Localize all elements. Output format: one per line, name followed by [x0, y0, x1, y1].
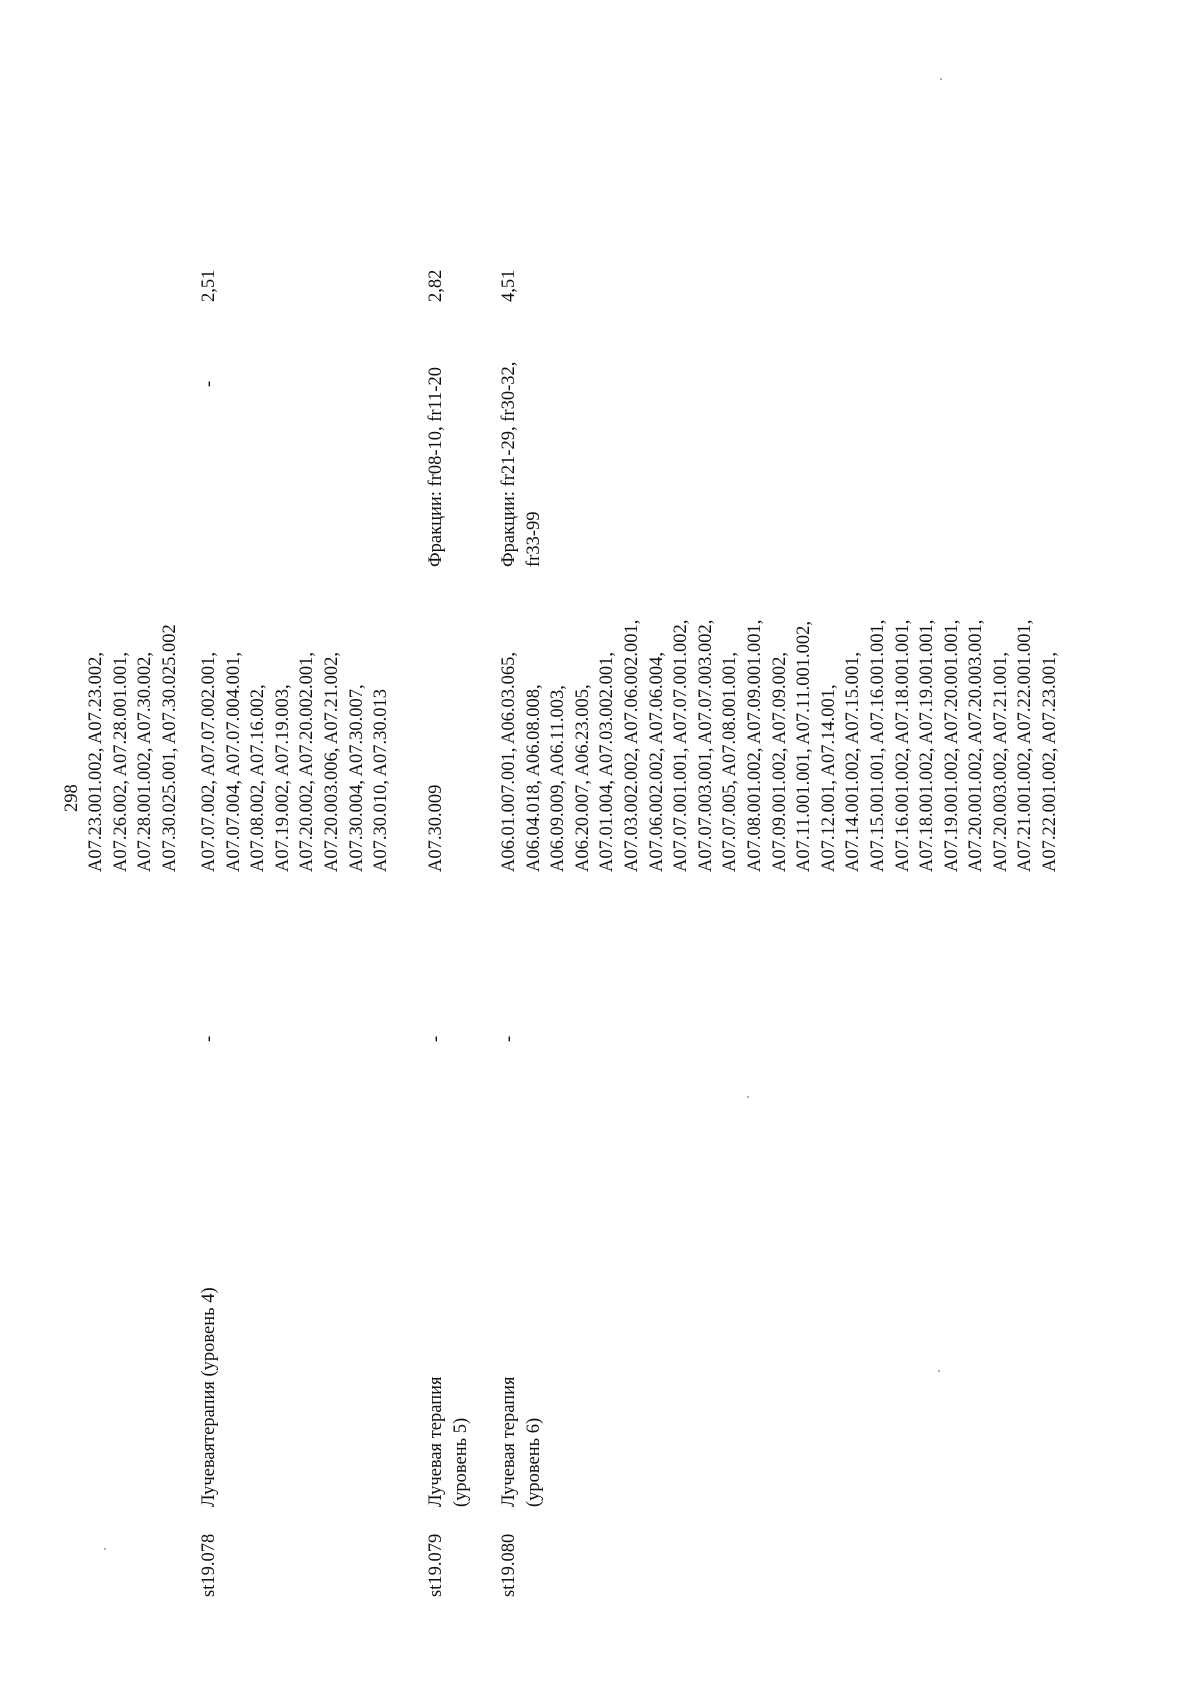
procedure-line: A07.16.001.002, A07.18.001.001, [892, 619, 913, 872]
procedure-line: A07.03.002.002, A07.06.002.001, [621, 619, 642, 872]
procedure-line: A07.30.010, A07.30.013 [371, 689, 392, 872]
row-fractions: - [199, 380, 219, 387]
procedure-line: A07.21.001.002, A07.22.001.001, [1015, 619, 1036, 872]
procedure-line: A07.20.003.002, A07.21.001, [990, 652, 1011, 872]
continuation-procedures [84, 624, 182, 872]
row-coefficient: 4,51 [499, 269, 519, 302]
procedure-line: A06.01.007.001, A06.03.065, [499, 652, 519, 872]
procedure-line: A06.04.018, A06.08.008, [523, 684, 544, 872]
procedure-line: A07.20.001.002, A07.20.003.001, [966, 619, 987, 872]
procedure-line: A07.20.003.006, A07.21.002, [321, 652, 342, 872]
row-dash: - [499, 1035, 519, 1042]
procedure-line: A07.19.001.002, A07.20.001.001, [941, 619, 962, 872]
row-name: Лучевая терапия (уровень 6) [499, 1376, 544, 1507]
procedure-line: A07.15.001.001, A07.16.001.001, [867, 619, 888, 872]
procedure-line: A07.30.004, A07.30.007, [346, 684, 367, 872]
procedure-line: A07.11.001.001, A07.11.001.002, [794, 621, 815, 872]
row-code: st19.078 [199, 1533, 219, 1597]
procedure-line: A07.30.025.001, A07.30.025.002 [159, 624, 180, 872]
row-dash: - [426, 1035, 446, 1042]
scan-speck [940, 78, 942, 80]
row-procedures [497, 620, 1063, 872]
row-name: Лучевая терапия (уровень 5) [426, 1376, 471, 1507]
procedure-line: A07.07.004, A07.07.004.001, [223, 652, 244, 872]
procedure-line: A07.07.002, A07.07.002.001, [199, 652, 219, 872]
procedure-line: A07.20.002, A07.20.002.001, [297, 652, 318, 872]
procedure-line: A07.19.002, A07.19.003, [272, 684, 293, 872]
procedure-line: A07.06.002.002, A07.06.004, [646, 652, 667, 872]
scan-speck [747, 1096, 749, 1098]
row-code: st19.080 [499, 1533, 519, 1597]
row-coefficient: 2,82 [426, 269, 446, 302]
row-dash: - [199, 1035, 219, 1042]
procedure-line: A07.07.003.001, A07.07.003.002, [695, 619, 716, 872]
procedure-line: A07.23.001.002, A07.23.002, [86, 652, 106, 872]
procedure-line: A07.07.005, A07.08.001.001, [720, 652, 741, 872]
row-code: st19.079 [426, 1533, 446, 1597]
procedure-line: A06.09.009, A06.11.003, [548, 685, 569, 872]
procedure-line: A07.07.001.001, A07.07.001.002, [671, 619, 692, 872]
row-coefficient: 2,51 [199, 269, 219, 302]
procedure-line: A07.09.001.002, A07.09.002, [769, 652, 790, 872]
procedure-line: A07.08.002, A07.16.002, [248, 684, 269, 872]
procedure-line: A07.26.002, A07.28.001.001, [110, 652, 131, 872]
procedure-line: A07.30.009 [426, 784, 446, 872]
procedure-line: A07.08.001.002, A07.09.001.001, [744, 619, 765, 872]
procedure-line: A07.12.001, A07.14.001, [818, 684, 839, 872]
procedure-line: A07.14.001.002, A07.15.001, [843, 652, 864, 872]
row-procedures [424, 785, 449, 872]
procedure-line: A06.20.007, A06.23.005, [572, 684, 593, 872]
row-procedures [197, 652, 394, 872]
procedure-line: A07.22.001.002, A07.23.001, [1040, 652, 1061, 872]
scan-speck [104, 1548, 106, 1550]
page-number: 298 [62, 784, 82, 812]
row-fractions: Фракции: fr08-10, fr11-20 [426, 366, 446, 567]
procedure-line: A07.28.001.002, A07.30.002, [135, 652, 156, 872]
row-name: Лучеваятерапия (уровень 4) [199, 1287, 219, 1507]
procedure-line: A07.01.004, A07.03.002.001, [597, 652, 618, 872]
row-fractions: Фракции: fr21-29, fr30-32, fr33-99 [499, 361, 544, 567]
procedure-line: A07.18.001.002, A07.19.001.001, [917, 619, 938, 872]
scan-speck [938, 1370, 940, 1372]
